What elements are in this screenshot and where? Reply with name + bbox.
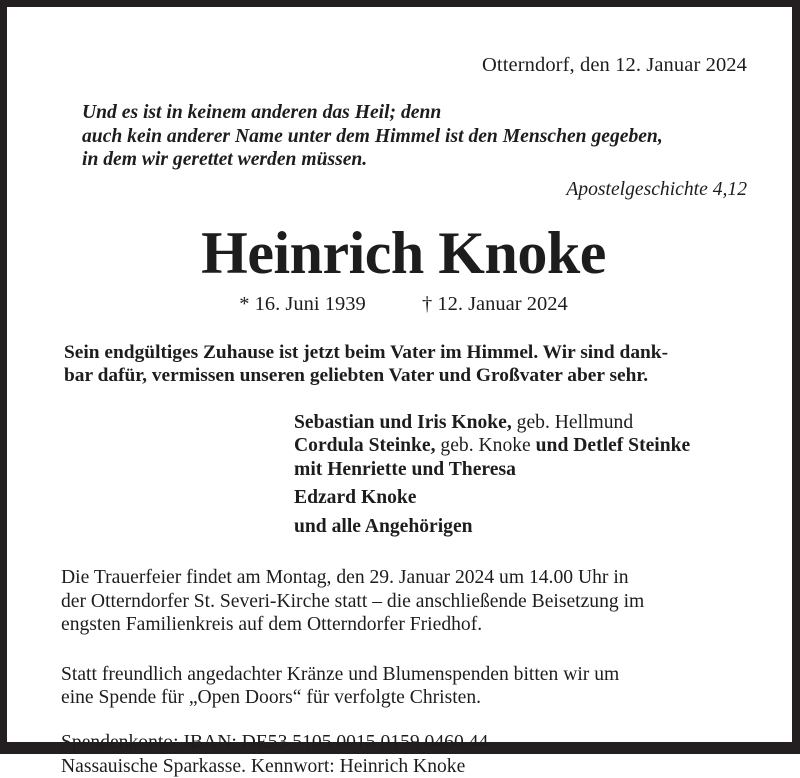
survivor-maiden-name: geb. Hellmund [511, 411, 634, 433]
donation-account [55, 731, 752, 778]
survivor-name-secondary: und Detlef Steinke [535, 435, 691, 456]
death-date: 12. Januar 2024 [437, 292, 568, 315]
ceremony-details [55, 566, 752, 637]
donation-line: eine Spende für „Open Doors“ für verfolgte Christen. [61, 687, 482, 709]
birth-date: 16. Juni 1939 [254, 292, 366, 315]
dedication-line: Sein endgültiges Zuhause ist jetzt beim Vater im Himmel. Wir sind dank- [64, 341, 669, 363]
ceremony-line: Die Trauerfeier findet am Montag, den 29. Januar 2024 um 14.00 Uhr in [61, 567, 629, 588]
dedication-text [55, 341, 752, 388]
survivors-list [55, 411, 752, 539]
birth-star-icon: * [239, 292, 250, 315]
survivor-maiden-name: geb. Knoke [435, 435, 536, 456]
bank-line: Nassauische Sparkasse. Kennwort: Heinrich Knoke [61, 755, 466, 777]
life-dates [55, 293, 752, 316]
list-item [294, 515, 752, 539]
dateline: Otterndorf, den 12. Januar 2024 [482, 54, 747, 76]
survivor-name: mit Henriette und Theresa [294, 458, 516, 480]
notice-inner [7, 7, 792, 777]
quote-line: in dem wir gerettet werden müssen. [82, 149, 368, 170]
ceremony-line: engsten Familienkreis auf dem Otterndorfer Friedhof. [61, 614, 483, 636]
dedication-line: bar dafür, vermissen unseren geliebten Vater und Großvater aber sehr. [64, 365, 649, 386]
deceased-name: Heinrich Knoke [201, 219, 606, 286]
donation-request [55, 663, 752, 710]
list-item [294, 434, 752, 458]
survivor-name: Cordula Steinke, [294, 435, 436, 456]
list-item [294, 411, 752, 435]
scripture-quote [55, 101, 752, 201]
quote-reference: Apostelgeschichte 4,12 [566, 178, 747, 200]
list-item [294, 458, 752, 482]
death-cross-icon: † [421, 292, 433, 315]
survivor-name: Edzard Knoke [294, 487, 417, 508]
ceremony-line: der Otterndorfer St. Severi-Kirche statt – die anschließende Beisetzung im [61, 590, 645, 612]
donation-line: Statt freundlich angedachter Kränze und Blumenspenden bitten wir um [61, 663, 620, 685]
quote-line: auch kein anderer Name unter dem Himmel ist den Menschen gegeben, [82, 125, 663, 147]
list-item [294, 486, 752, 510]
survivor-name: und alle Angehörigen [294, 515, 473, 537]
iban-line: Spendenkonto: IBAN: DE53 5105 0015 0159 0460 44 [61, 731, 489, 753]
survivor-name: Sebastian und Iris Knoke, [294, 411, 512, 433]
quote-line: Und es ist in keinem anderen das Heil; denn [82, 102, 442, 123]
